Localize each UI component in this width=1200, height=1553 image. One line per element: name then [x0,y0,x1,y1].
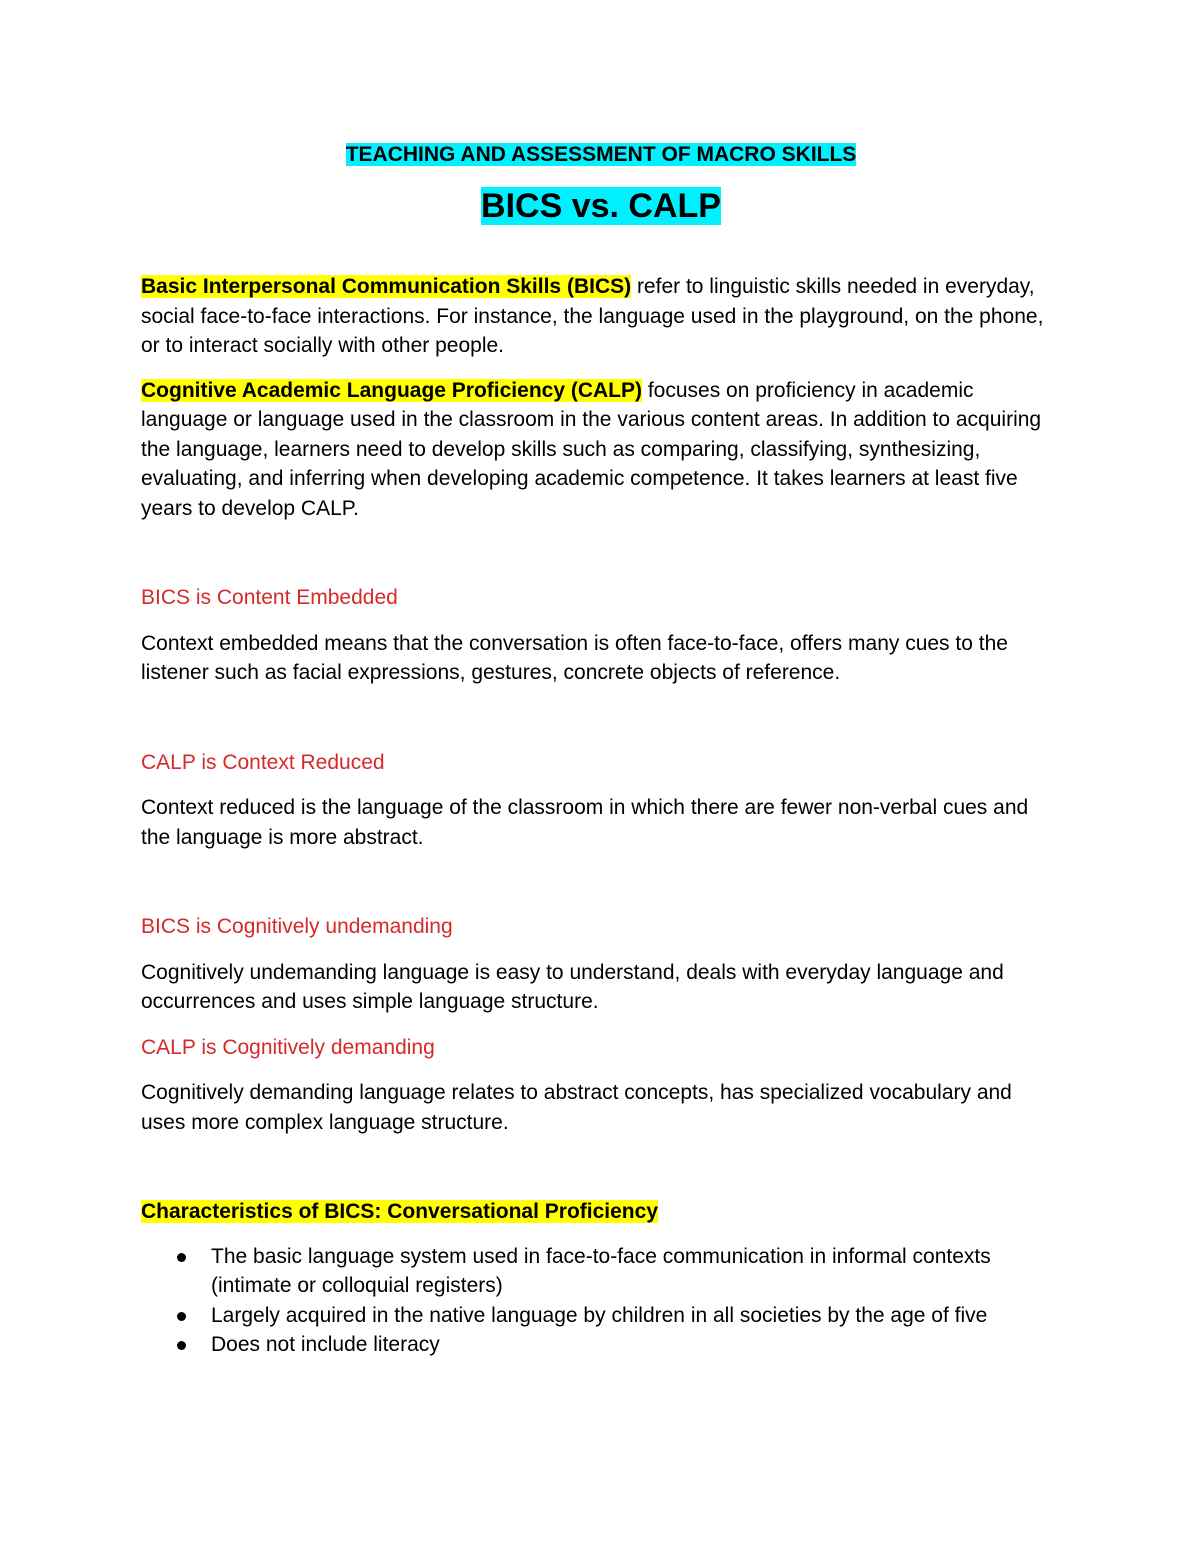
bics-definition-text: refer to linguistic skills needed in everyday, social face-to-face interactions. For instance, the language used in the playground, on the phone, or to interact socially with other people. [141,275,1044,357]
section-heading-bics-content-embedded: BICS is Content Embedded [141,586,398,609]
section-body-calp-context-reduced: Context reduced is the language of the classroom in which there are fewer non-verbal cues and the language is more abstract. [141,796,1029,849]
section-body-bics-cognitively-undemanding: Cognitively undemanding language is easy to understand, deals with everyday language and occurrences and uses simple language structure. [141,960,1004,1013]
bullet-icon [177,1253,186,1262]
list-item-text: Does not include literacy [211,1333,440,1356]
calp-term: Cognitive Academic Language Proficiency (CALP) [141,378,642,402]
calp-definition-text: focuses on proficiency in academic language or language used in the classroom in the various content areas. In addition to acquiring the language, learners need to develop skills such as comparing, classifying, synthesizing, evaluating, and inferring when developing academic competence. It takes learners at least five years to develop CALP. [141,378,1042,520]
course-title: TEACHING AND ASSESSMENT OF MACRO SKILLS [345,143,857,166]
bullet-icon [177,1341,186,1350]
section-heading-calp-cognitively-demanding: CALP is Cognitively demanding [141,1035,435,1059]
calp-definition-paragraph [141,376,1061,524]
main-title: BICS vs. CALP [481,187,721,225]
characteristics-list [141,1242,1061,1360]
list-item [141,1301,1061,1331]
bullet-icon [177,1312,186,1321]
list-item-text: Largely acquired in the native language by children in all societies by the age of five [211,1303,988,1327]
bics-definition-paragraph [141,272,1061,361]
list-item [141,1242,1061,1301]
main-title-block [141,184,1061,228]
section-heading-calp-context-reduced: CALP is Context Reduced [141,750,385,774]
list-item-text: The basic language system used in face-to-face communication in informal contexts (intimate or colloquial registers) [211,1244,991,1297]
document-content [141,140,1061,1360]
characteristics-heading-block [141,1197,1061,1227]
list-item [141,1330,1061,1360]
course-title-block [141,140,1061,170]
section-body-calp-cognitively-demanding: Cognitively demanding language relates to abstract concepts, has specialized vocabulary and uses more complex language structure. [141,1081,1012,1134]
bics-term: Basic Interpersonal Communication Skills (BICS) [141,275,632,298]
characteristics-heading: Characteristics of BICS: Conversational Proficiency [141,1200,658,1223]
section-heading-bics-cognitively-undemanding: BICS is Cognitively undemanding [141,915,453,938]
section-body-bics-content-embedded: Context embedded means that the conversation is often face-to-face, offers many cues to the listener such as facial expressions, gestures, concrete objects of reference. [141,631,1008,684]
